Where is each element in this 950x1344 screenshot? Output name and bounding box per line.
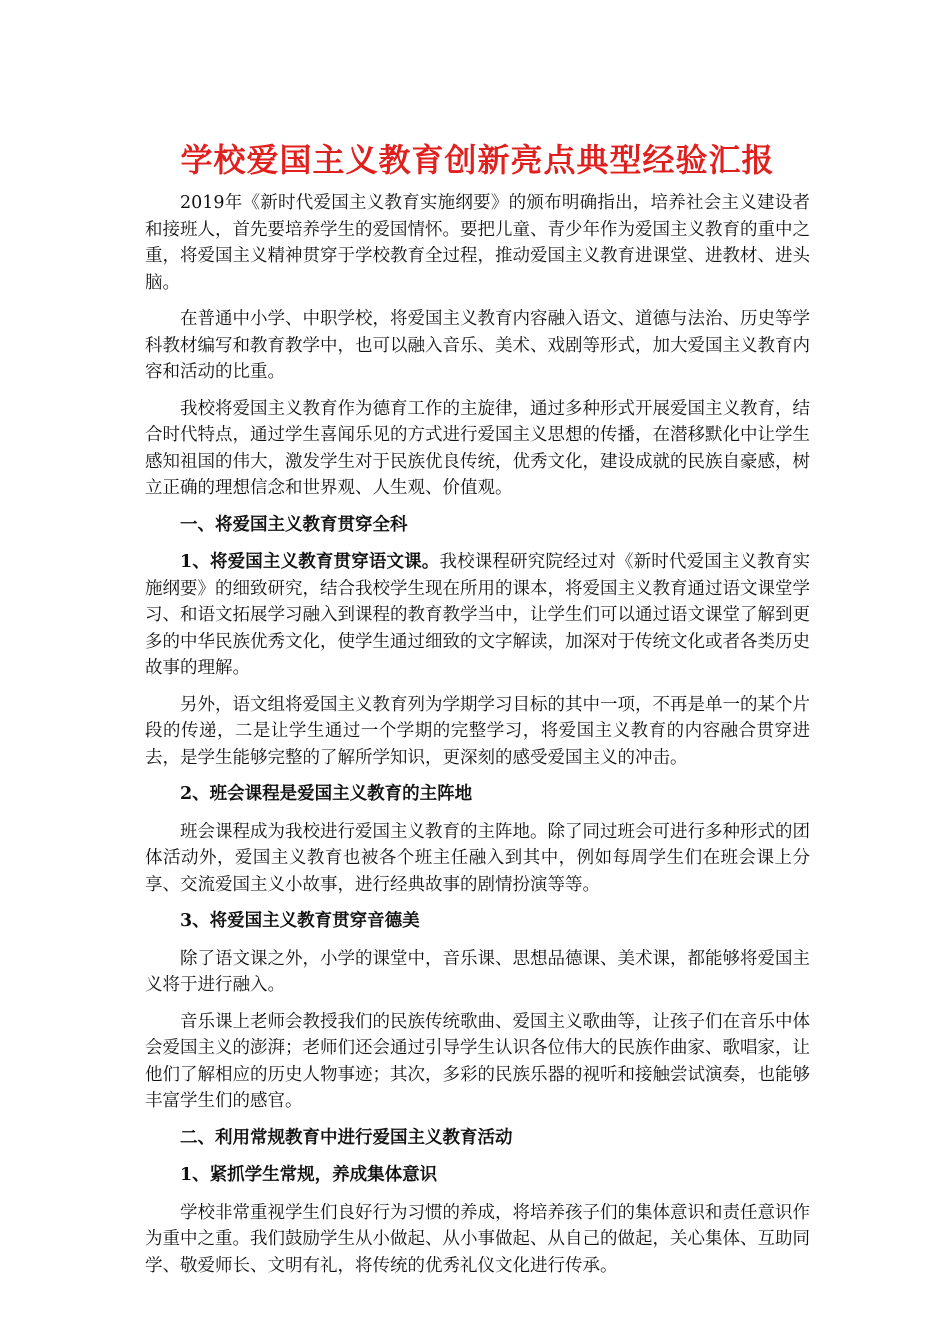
body-paragraph: 2019年《新时代爱国主义教育实施纲要》的颁布明确指出，培养社会主义建设者和接班人，首先要培养学生的爱国情怀。要把儿童、青少年作为爱国主义教育的重中之重，将爱国主义精神贯穿于学校教育全过程，推动爱国主义教育进课堂、进教材、进头脑。 bbox=[145, 193, 810, 293]
subsection-heading: 1、紧抓学生常规，养成集体意识 bbox=[180, 1165, 438, 1185]
subsection-heading: 3、将爱国主义教育贯穿音德美 bbox=[180, 911, 420, 931]
body-paragraph: 班会课程成为我校进行爱国主义教育的主阵地。除了同过班会可进行多种形式的团体活动外，爱国主义教育也被各个班主任融入到其中，例如每周学生们在班会课上分享、交流爱国主义小故事，进行经典故事的剧情扮演等等。 bbox=[145, 821, 810, 895]
body-paragraph: 另外，语文组将爱国主义教育列为学期学习目标的其中一项，不再是单一的某个片段的传递，二是让学生通过一个学期的完整学习，将爱国主义教育的内容融合贯穿进去，是学生能够完整的了解所学知识，更深刻的感受爱国主义的冲击。 bbox=[145, 694, 810, 768]
section-heading: 二、利用常规教育中进行爱国主义教育活动 bbox=[180, 1127, 513, 1148]
body-paragraph: 我校将爱国主义教育作为德育工作的主旋律，通过多种形式开展爱国主义教育，结合时代特点，通过学生喜闻乐见的方式进行爱国主义思想的传播，在潜移默化中让学生感知祖国的伟大，激发学生对于民族优良传统，优秀文化，建设成就的民族自豪感，树立正确的理想信念和世界观、人生观、价值观。 bbox=[145, 398, 810, 498]
body-paragraph: 学校非常重视学生们良好行为习惯的养成，将培养孩子们的集体意识和责任意识作为重中之重。我们鼓励学生从小做起、从小事做起、从自己的做起，关心集体、互助同学、敬爱师长、文明有礼，将传统的优秀礼仪文化进行传承。 bbox=[145, 1202, 810, 1276]
document-page bbox=[145, 138, 810, 1289]
subsection-heading: 2、班会课程是爱国主义教育的主阵地 bbox=[180, 784, 473, 804]
document-title: 学校爱国主义教育创新亮点典型经验汇报 bbox=[180, 141, 775, 179]
paragraph-lead: 1、将爱国主义教育贯穿语文课。 bbox=[180, 552, 440, 572]
body-paragraph: 除了语文课之外，小学的课堂中，音乐课、思想品德课、美术课，都能够将爱国主义将于进行融入。 bbox=[145, 948, 810, 995]
lead-paragraph bbox=[145, 549, 810, 682]
body-paragraph: 在普通中小学、中职学校，将爱国主义教育内容融入语文、道德与法治、历史等学科教材编写和教育教学中，也可以融入音乐、美术、戏剧等形式，加大爱国主义教育内容和活动的比重。 bbox=[145, 309, 810, 382]
body-paragraph: 音乐课上老师会教授我们的民族传统歌曲、爱国主义歌曲等，让孩子们在音乐中体会爱国主义的澎湃；老师们还会通过引导学生认识各位伟大的民族作曲家、歌唱家，让他们了解相应的历史人物事迹；其次，多彩的民族乐器的视听和接触尝试演奏，也能够丰富学生们的感官。 bbox=[145, 1011, 810, 1111]
section-heading: 一、将爱国主义教育贯穿全科 bbox=[180, 514, 408, 535]
paragraph-text: 我校课程研究院经过对《新时代爱国主义教育实施纲要》的细致研究，结合我校学生现在所用的课本，将爱国主义教育通过语文课堂学习、和语文拓展学习融入到课程的教育教学当中，让学生们可以通过语文课堂了解到更多的中华民族优秀文化，使学生通过细致的文字解读，加深对于传统文化或者各类历史故事的理解。 bbox=[145, 552, 810, 678]
